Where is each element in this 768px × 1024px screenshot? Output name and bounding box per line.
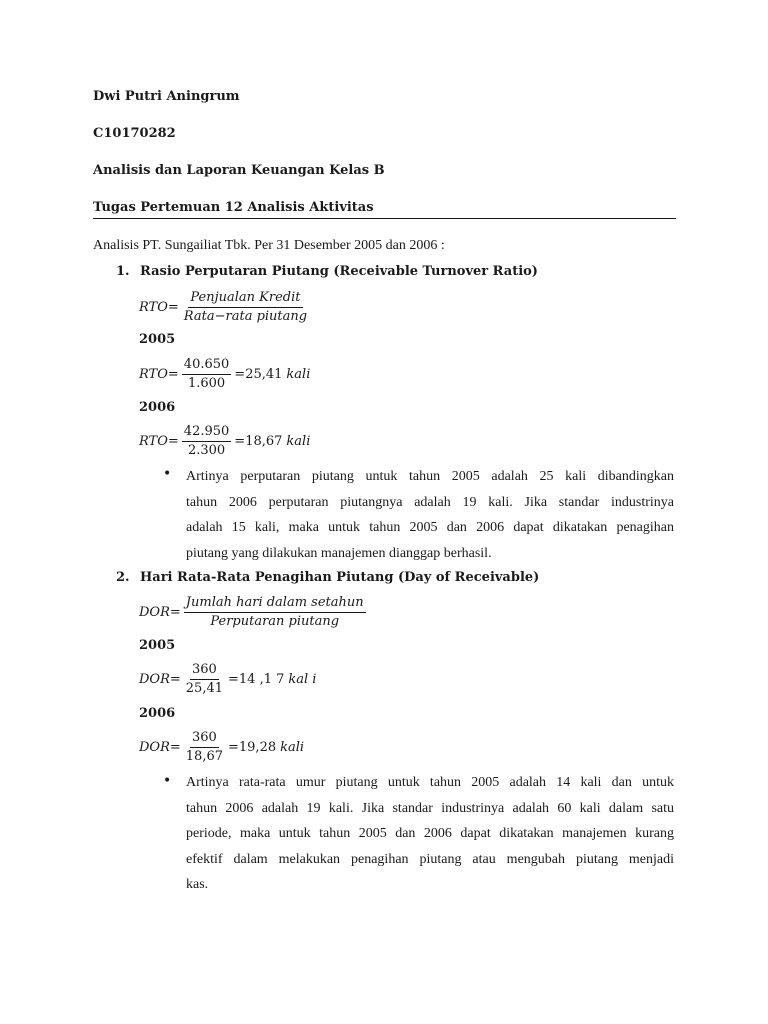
section-1-title: Rasio Perputaran Piutang (Receivable Turnover Ratio): [140, 264, 538, 279]
course-title: Analisis dan Laporan Keuangan Kelas B: [93, 163, 385, 178]
formula-fraction: [182, 357, 232, 392]
formula-fraction: [182, 290, 309, 325]
paragraph-line: adalah 15 kali, maka untuk tahun 2005 dan 2006 dapat dikatakan penagihan: [186, 520, 674, 535]
formula-numerator: 40.650: [182, 357, 232, 375]
paragraph-line: tahun 2006 adalah 19 kali. Jika standar industrinya adalah 60 kali dalam satu: [186, 800, 674, 816]
paragraph-line: efektif dalam melakukan penagihan piutang atau mengubah piutang menjadi: [186, 851, 674, 867]
intro-text: Analisis PT. Sungailiat Tbk. Per 31 Desember 2005 dan 2006 :: [93, 238, 445, 253]
formula-denominator: 2.300: [187, 443, 226, 458]
section-2-paragraph: [186, 770, 674, 898]
bullet-point: •: [163, 466, 172, 482]
formula-result: =19,28 kali: [228, 740, 305, 755]
formula-denominator: 25,41: [185, 681, 223, 696]
formula-result: =14 ,1 7 kal i: [228, 672, 317, 687]
formula-fraction: [184, 595, 366, 630]
formula-fraction: [182, 424, 232, 459]
formula-lhs: DOR: [139, 605, 170, 620]
paragraph-line: periode, maka untuk tahun 2005 dan 2006 dapat dikatakan manajemen kurang: [186, 826, 674, 841]
formula-denominator: Perputaran piutang: [210, 614, 340, 629]
section-1-paragraph: [186, 464, 674, 566]
formula-denominator: 1.600: [187, 376, 226, 391]
formula-lhs: RTO: [139, 434, 168, 449]
formula-numerator: 360: [190, 730, 219, 748]
dor-2005-formula: DOR = $\frac{360}{25,41}$ =14 ,1 7 kal i: [139, 662, 317, 696]
formula-fraction: [184, 730, 225, 765]
year-label-2006: 2006: [139, 706, 176, 721]
section-2-title: Hari Rata-Rata Penagihan Piutang (Day of Receivable): [140, 570, 540, 585]
rto-2005-formula: RTO = $\frac{40.650}{1.600}$ =25,41 kali: [139, 357, 311, 391]
header-divider: [93, 218, 676, 219]
section-2-number: 2.: [116, 570, 130, 585]
dor-2006-formula: DOR = $\frac{360}{18,67}$ =19,28 kali: [139, 730, 305, 764]
rto-2006-formula: RTO = $\frac{42.950}{2.300}$ =18,67 kali: [139, 424, 311, 458]
formula-lhs: RTO: [139, 367, 168, 382]
formula-fraction: [184, 662, 225, 697]
formula-lhs: DOR: [139, 672, 170, 687]
formula-denominator: 18,67: [185, 749, 223, 764]
section-1-heading: [116, 264, 538, 279]
year-label-2005: 2005: [139, 332, 176, 347]
section-2-heading: [116, 570, 539, 585]
formula-numerator: Penjualan Kredit: [188, 290, 302, 308]
formula-result: =25,41 kali: [234, 367, 311, 382]
formula-numerator: 42.950: [182, 424, 232, 442]
dor-formula: [139, 595, 369, 630]
bullet-point: •: [163, 773, 172, 789]
rto-formula: [139, 290, 312, 325]
formula-denominator: Rata−rata piutang: [183, 309, 308, 324]
paragraph-line: Artinya perputaran piutang untuk tahun 2005 adalah 25 kali dibandingkan: [186, 469, 674, 484]
author-name: Dwi Putri Aningrum: [93, 89, 240, 104]
year-label-2005: 2005: [139, 638, 176, 653]
formula-numerator: 360: [190, 662, 219, 680]
formula-lhs: DOR: [139, 740, 170, 755]
assignment-title: Tugas Pertemuan 12 Analisis Aktivitas: [93, 200, 374, 215]
paragraph-line: kas.: [186, 877, 209, 892]
paragraph-line: piutang yang dilakukan manajemen dianggap berhasil.: [186, 545, 492, 561]
formula-result: =18,67 kali: [234, 434, 311, 449]
formula-lhs: RTO: [139, 300, 168, 315]
formula-numerator: Jumlah hari dalam setahun: [184, 595, 366, 613]
year-label-2006: 2006: [139, 400, 176, 415]
formula-equals: =: [167, 300, 179, 315]
paragraph-line: tahun 2006 perputaran piutangnya adalah 19 kali. Jika standar industrinya: [186, 494, 674, 510]
student-id: C10170282: [93, 126, 176, 141]
section-1-number: 1.: [116, 264, 130, 279]
formula-equals: =: [169, 605, 181, 620]
paragraph-line: Artinya rata-rata umur piutang untuk tahun 2005 adalah 14 kali dan untuk: [186, 775, 674, 790]
